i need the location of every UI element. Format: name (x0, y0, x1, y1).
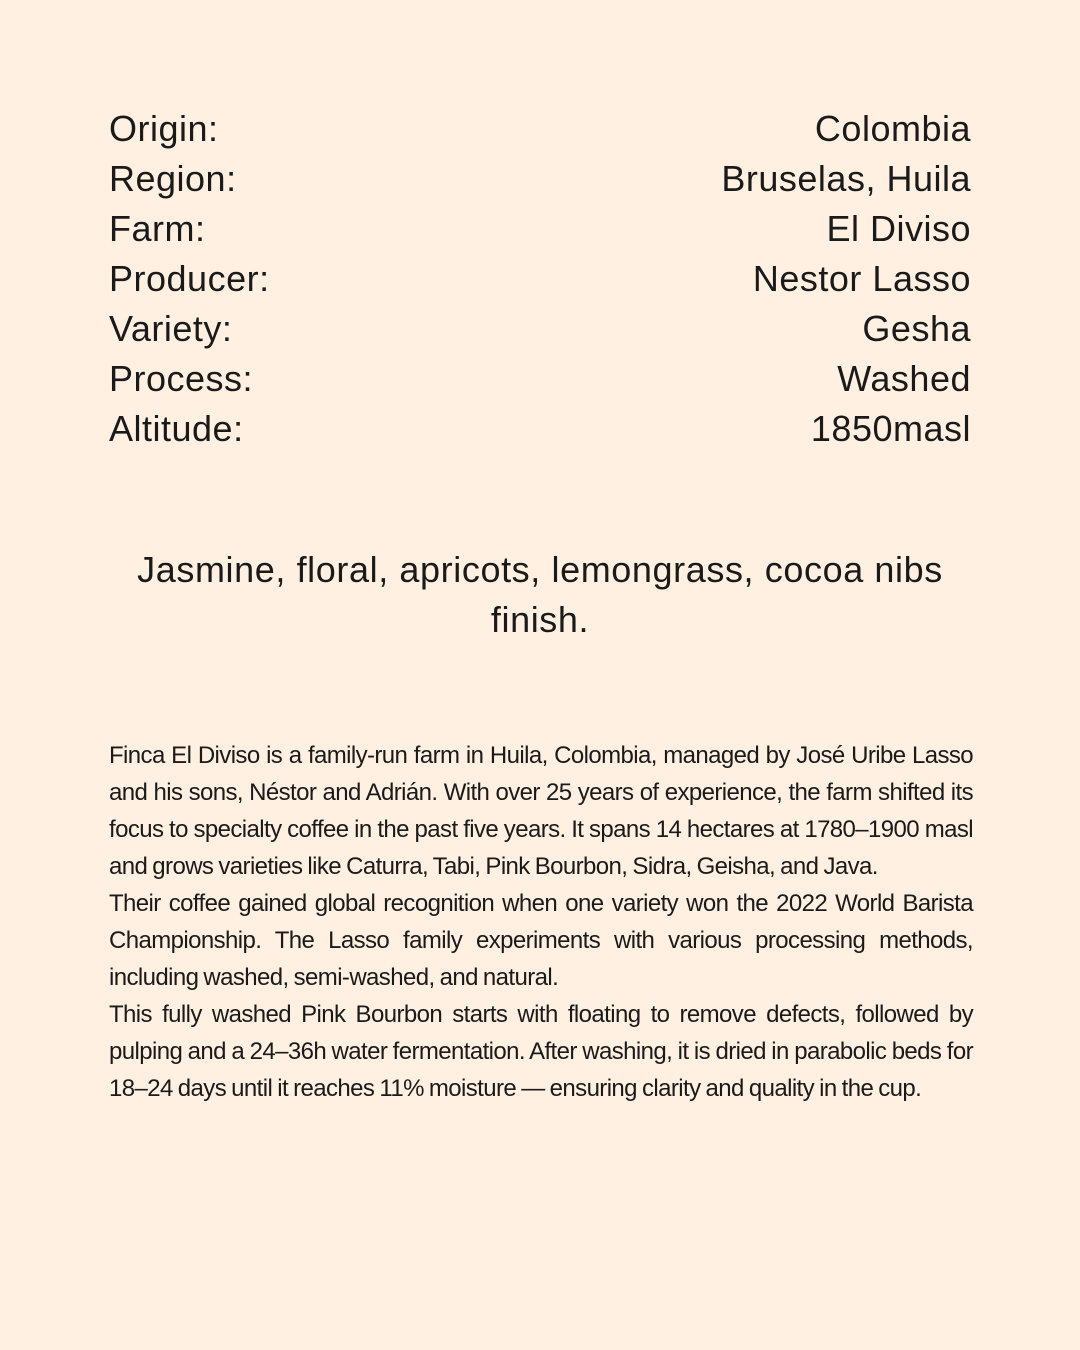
spec-value: Gesha (862, 308, 971, 349)
spec-row-altitude (109, 404, 971, 454)
spec-row-producer (109, 254, 971, 304)
description-paragraph: Finca El Diviso is a family-run farm in Huila, Colombia, managed by José Uribe Lasso and his sons, Néstor and Adrián. With over 25 years of experience, the farm shifted its focus to specialty coffee in the past five years. It spans 14 hectares at 1780–1900 masl and grows varieties like Caturra, Tabi, Pink Bourbon, Sidra, Geisha, and Java. (109, 742, 973, 880)
spec-label: Origin: (109, 108, 219, 149)
spec-label: Process: (109, 358, 254, 399)
farm-description (109, 737, 973, 1107)
spec-label: Variety: (109, 308, 233, 349)
spec-value: 1850masl (810, 408, 971, 449)
coffee-specs-list (109, 104, 971, 454)
description-paragraph: Their coffee gained global recognition when one variety won the 2022 World Barista Championship. The Lasso family experiments with various processing methods, including washed, semi-washed, and natural. (109, 890, 973, 991)
spec-label: Region: (109, 158, 237, 199)
spec-row-origin (109, 104, 971, 154)
spec-label: Farm: (109, 208, 206, 249)
spec-row-farm (109, 204, 971, 254)
spec-label: Altitude: (109, 408, 244, 449)
spec-value: El Diviso (826, 208, 971, 249)
spec-value: Nestor Lasso (752, 258, 971, 299)
spec-label: Producer: (109, 258, 270, 299)
spec-row-process (109, 354, 971, 404)
spec-value: Colombia (814, 108, 971, 149)
spec-row-variety (109, 304, 971, 354)
spec-value: Bruselas, Huila (721, 158, 971, 199)
spec-row-region (109, 154, 971, 204)
description-paragraph: This fully washed Pink Bourbon starts with floating to remove defects, followed by pulping and a 24–36h water fermentation. After washing, it is dried in parabolic beds for 18–24 days until it reaches 11% moisture — ensuring clarity and quality in the cup. (109, 1001, 973, 1102)
tasting-notes: Jasmine, floral, apricots, lemongrass, cocoa nibs finish. (137, 549, 943, 640)
spec-value: Washed (837, 358, 971, 399)
